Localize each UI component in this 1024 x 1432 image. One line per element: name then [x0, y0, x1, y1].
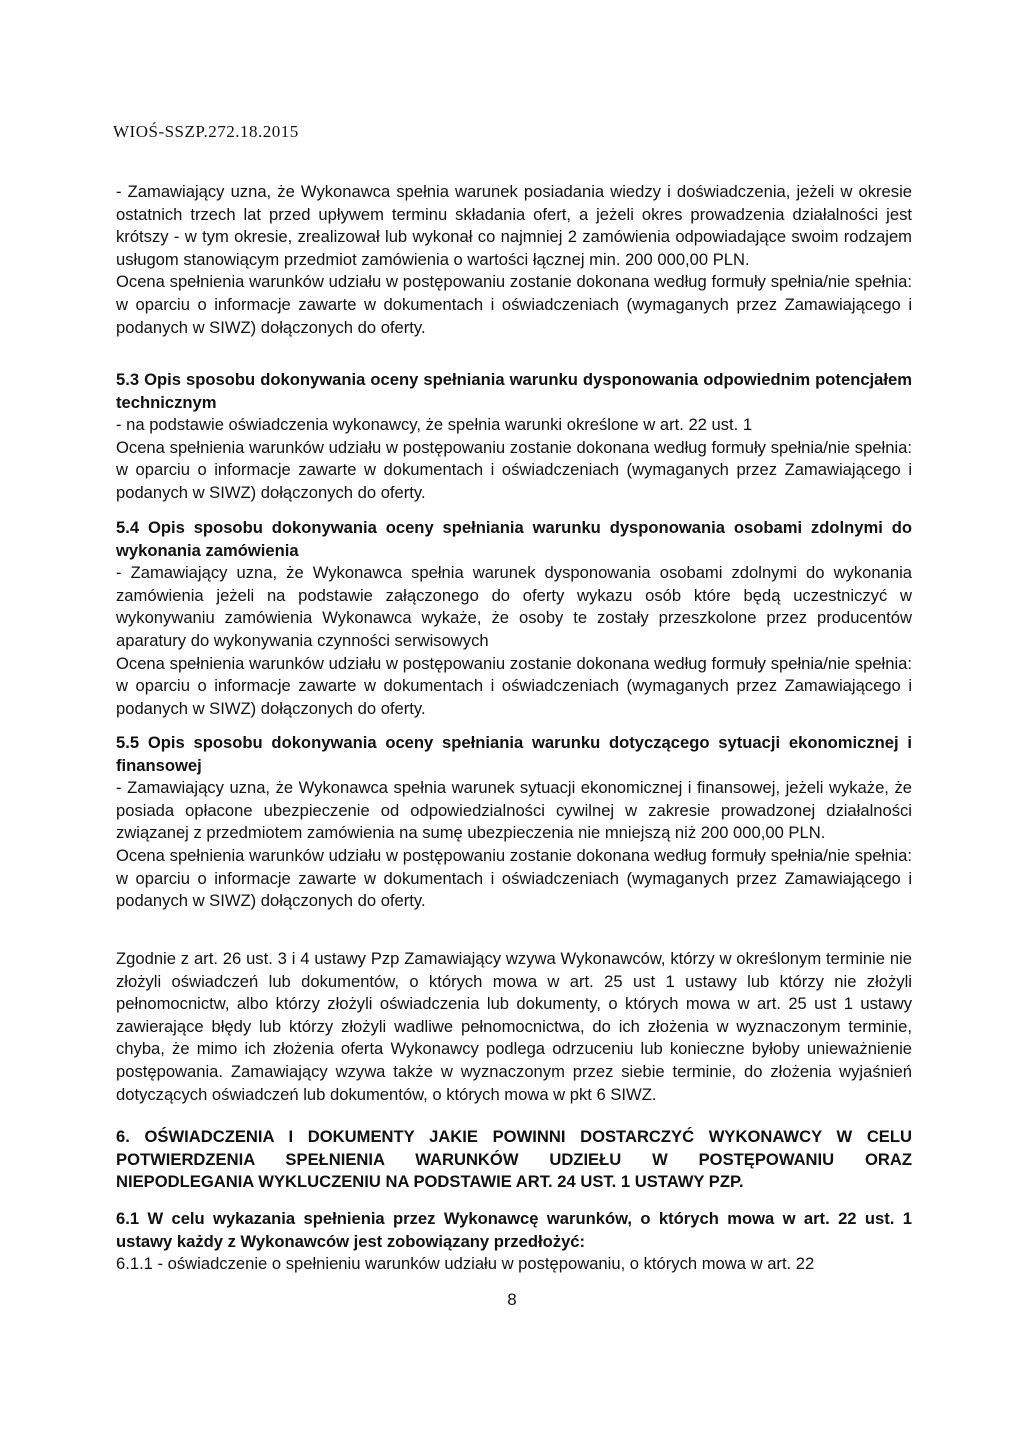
- section-5-5-heading: 5.5 Opis sposobu dokonywania oceny spełniania warunku dotyczącego sytuacji ekonomicznej i finansowej: [116, 733, 912, 775]
- page-number: 8: [507, 1290, 517, 1309]
- article-26-section: [116, 948, 912, 1106]
- section-5-5-assessment: Ocena spełnienia warunków udziału w postępowaniu zostanie dokonana według formuły spełnia/nie spełnia: w oparciu o informacje zawarte w dokumentach i oświadczeniach (wymaganych przez Zamawiającego i podanych w SIWZ) dołączonych do oferty.: [116, 845, 912, 911]
- section-5-4-assessment: Ocena spełnienia warunków udziału w postępowaniu zostanie dokonana według formuły spełnia/nie spełnia: w oparciu o informacje zawarte w dokumentach i oświadczeniach (wymaganych przez Zamawiającego i podanych w SIWZ) dołączonych do oferty.: [116, 653, 912, 718]
- section-5-3-text: - na podstawie oświadczenia wykonawcy, że spełnia warunki określone w art. 22 ust. 1: [116, 415, 753, 435]
- section-5-5-text: - Zamawiający uzna, że Wykonawca spełnia warunek sytuacji ekonomicznej i finansowej, jeżeli wykaże, że posiada opłacone ubezpieczenie od odpowiedzialności cywilnej w zakresie prowadzonej działalności związanej z przedmiotem zamówienia na sumę ubezpieczenia nie mniejszą niż 200 000,00 PLN.: [116, 778, 912, 843]
- section-5-4-heading: 5.4 Opis sposobu dokonywania oceny spełniania warunku dysponowania osobami zdolnymi do wykonania zamówienia: [116, 518, 912, 560]
- section-6-1-heading: 6.1 W celu wykazania spełnienia przez Wykonawcę warunków, o których mowa w art. 22 ust. 1 ustawy każdy z Wykonawców jest zobowiązany przedłożyć:: [116, 1209, 912, 1251]
- section-6-1-1-item: 6.1.1 - oświadczenie o spełnieniu warunków udziału w postępowaniu, o których mowa w art. 22: [116, 1254, 815, 1274]
- section-6-heading-line1: 6. OŚWIADCZENIA I DOKUMENTY JAKIE POWINNI DOSTARCZYĆ WYKONAWCY W CELU POTWIERDZENIA SPEŁNIENIA WARUNKÓW UDZIEŁU W POSTĘPOWANIU ORAZ: [116, 1127, 912, 1169]
- section-5-4: [116, 517, 912, 720]
- section-5-4-text: - Zamawiający uzna, że Wykonawca spełnia warunek dysponowania osobami zdolnymi do wykonania zamówienia jeżeli na podstawie załączonego do oferty wykazu osób które będą uczestniczyć w wykonywaniu zamówienia Wykonawca wykaże, że osoby te zostały przeszkolone przez producentów aparatury do wykonywania czynności serwisowych: [116, 563, 912, 650]
- document-reference: WIOŚ-SSZP.272.18.2015: [113, 122, 299, 141]
- article-26-paragraph: Zgodnie z art. 26 ust. 3 i 4 ustawy Pzp Zamawiający wzywa Wykonawców, którzy w określonym terminie nie złożyli oświadczeń lub dokumentów, o których mowa w art. 25 ust 1 ustawy lub którzy nie złożyli pełnomocnictw, albo którzy złożyli oświadczenia lub dokumenty, o których mowa w art. 25 ust 1 ustawy zawierające błędy lub którzy złożyli wadliwe pełnomocnictwa, do ich złożenia w wyznaczonym terminie, chyba, że mimo ich złożenia oferta Wykonawcy podlega odrzuceniu lub konieczne byłoby unieważnienie postępowania. Zamawiający wzywa także w wyznaczonym przez siebie terminie, do złożenia wyjaśnień dotyczących oświadczeń lub dokumentów, o których mowa w pkt 6 SIWZ.: [116, 949, 912, 1104]
- intro-assessment-paragraph: Ocena spełnienia warunków udziału w postępowaniu zostanie dokonana według formuły spełnia/nie spełnia: w oparciu o informacje zawarte w dokumentach i oświadczeniach (wymaganych przez Zamawiającego i podanych w SIWZ) dołączonych do oferty.: [116, 272, 912, 337]
- section-5-3-heading: 5.3 Opis sposobu dokonywania oceny spełniania warunku dysponowania odpowiednim potencjałem technicznym: [116, 370, 912, 412]
- section-5-3-assessment: Ocena spełnienia warunków udziału w postępowaniu zostanie dokonana według formuły spełnia/nie spełnia: w oparciu o informacje zawarte w dokumentach i oświadczeniach (wymaganych przez Zamawiającego i podanych w SIWZ) dołączonych do oferty.: [116, 437, 912, 502]
- section-6-heading-line2: NIEPODLEGANIA WYKLUCZENIU NA PODSTAWIE ART. 24 UST. 1 USTAWY PZP.: [116, 1172, 744, 1192]
- intro-section: [116, 181, 912, 339]
- section-6: [116, 1126, 912, 1194]
- section-6-1: [116, 1208, 912, 1276]
- section-6-heading: [116, 1126, 912, 1194]
- intro-paragraph: - Zamawiający uzna, że Wykonawca spełnia warunek posiadania wiedzy i doświadczenia, jeżeli w okresie ostatnich trzech lat przed upływem terminu składania ofert, a jeżeli okres prowadzenia działalności jest krótszy - w tym okresie, zrealizował lub wykonał co najmniej 2 zamówienia odpowiadające swoim rodzajem usługom stanowiącym przedmiot zamówienia o wartości łącznej min. 200 000,00 PLN.: [116, 182, 912, 269]
- section-5-5: [116, 732, 912, 913]
- section-5-3: [116, 369, 912, 505]
